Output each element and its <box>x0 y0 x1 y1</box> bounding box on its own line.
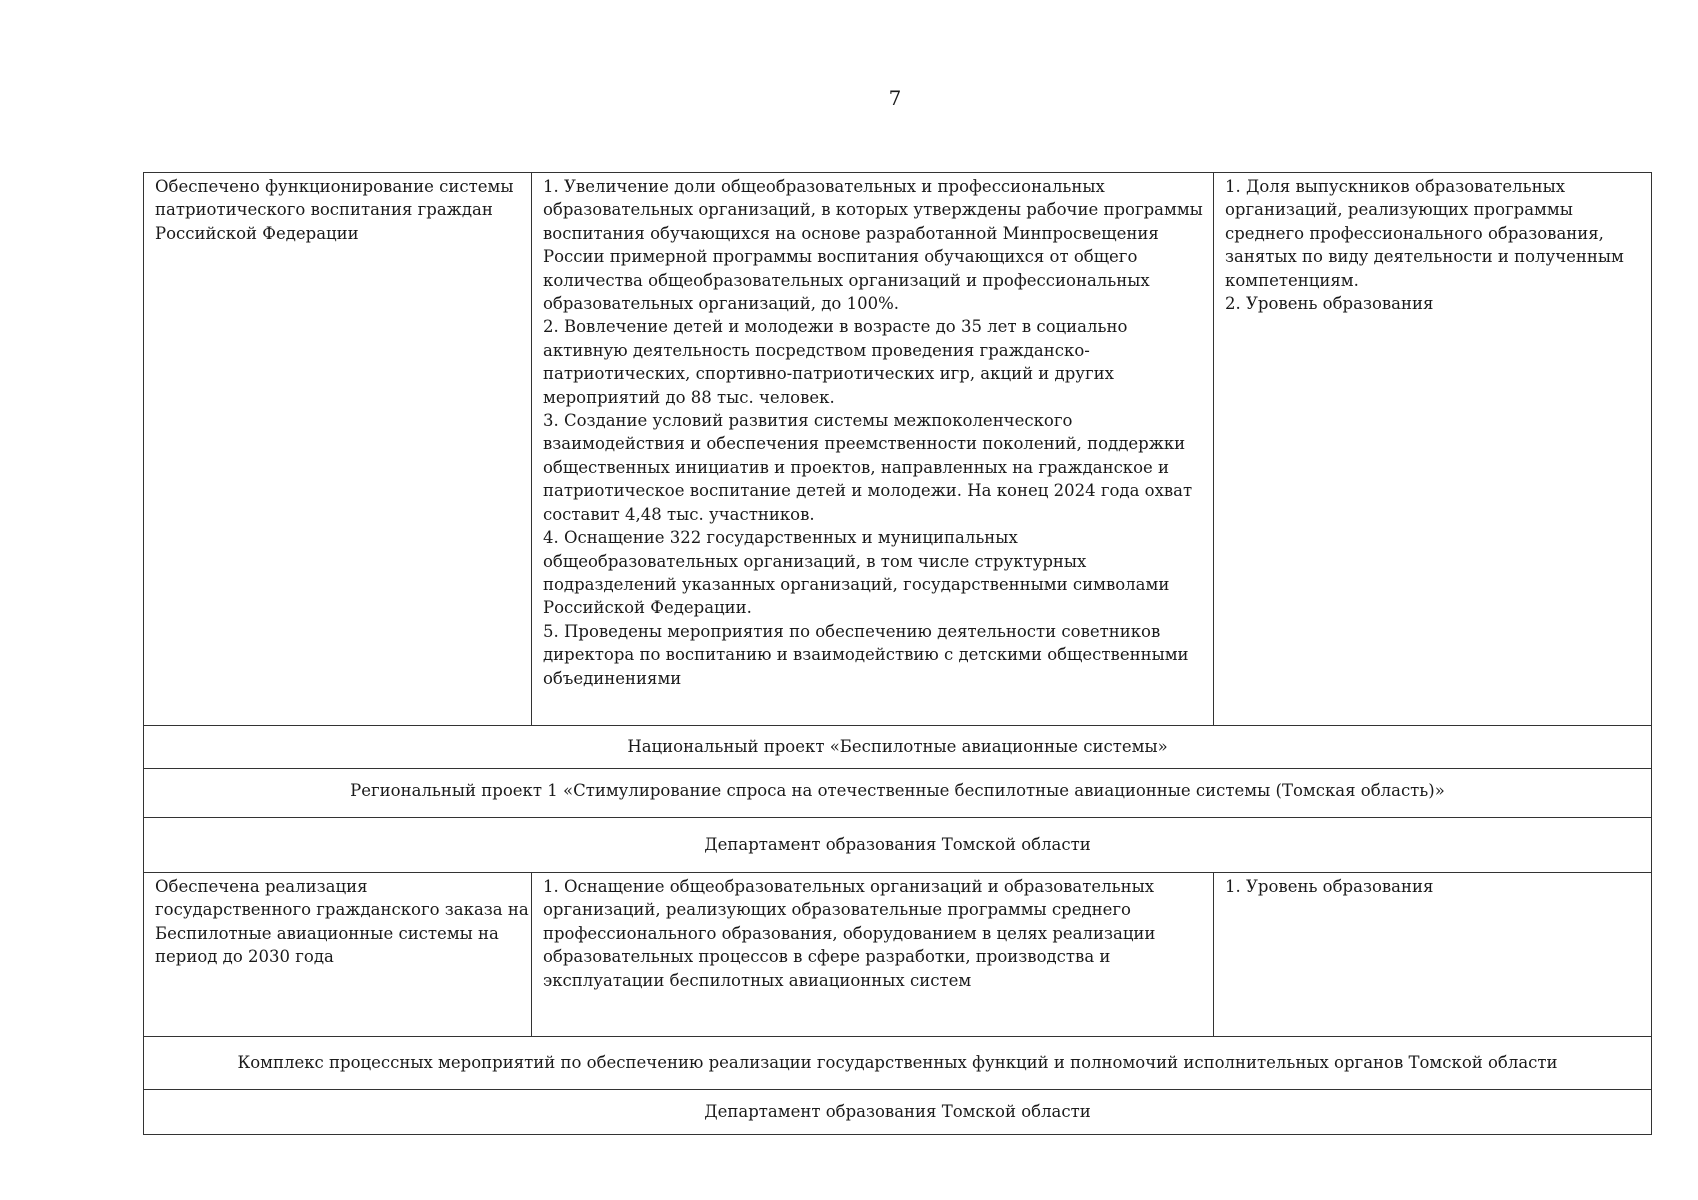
text-line: объединениями <box>543 668 682 688</box>
text-line: России примерной программы воспитания обучающихся от общего <box>543 247 1138 267</box>
text-line: профессионального образования, оборудованием в целях реализации <box>543 923 1156 943</box>
table-row <box>144 1037 1652 1090</box>
text-line: мероприятий до 88 тыс. человек. <box>543 387 835 407</box>
text-line: взаимодействия и обеспечения преемственности поколений, поддержки <box>543 434 1186 454</box>
department-heading: Департамент образования Томской области <box>144 1090 1652 1135</box>
text-line: патриотического воспитания граждан <box>155 200 493 220</box>
text-line: Российской Федерации <box>155 223 359 243</box>
text-line: Обеспечена реализация <box>155 877 368 896</box>
table-row <box>144 726 1652 769</box>
text-line: составит 4,48 тыс. участников. <box>543 504 815 524</box>
text-line: 1. Доля выпускников образовательных <box>1225 177 1566 196</box>
national-project-heading: Национальный проект «Беспилотные авиационные системы» <box>144 726 1652 769</box>
table-row <box>144 873 1652 1037</box>
table-row <box>144 769 1652 818</box>
text-line: компетенциям. <box>1225 270 1359 290</box>
process-complex-heading: Комплекс процессных мероприятий по обеспечению реализации государственных функций и полномочий исполнительных органов Томской области <box>144 1037 1652 1090</box>
text-line: 3. Создание условий развития системы межпоколенческого <box>543 411 1073 431</box>
task-cell <box>144 873 532 1037</box>
text-line: среднего профессионального образования, <box>1225 223 1604 243</box>
text-line: подразделений указанных организаций, государственными символами <box>543 574 1170 594</box>
department-heading: Департамент образования Томской области <box>144 818 1652 873</box>
text-line: эксплуатации беспилотных авиационных систем <box>543 970 972 990</box>
text-line: 1. Оснащение общеобразовательных организаций и образовательных <box>543 877 1155 896</box>
regional-project-title: Региональный проект 1 «Стимулирование спроса на отечественные беспилотные авиационные системы (Томская область)» <box>350 781 1445 800</box>
text-line: патриотических, спортивно-патриотических игр, акций и других <box>543 364 1114 384</box>
regional-project-heading <box>144 769 1652 818</box>
text-line: патриотическое воспитание детей и молодежи. На конец 2024 года охват <box>543 481 1193 501</box>
text-line: занятых по виду деятельности и полученным <box>1225 247 1624 267</box>
measures-cell <box>532 173 1214 726</box>
measures-cell <box>532 873 1214 1037</box>
page-number: 7 <box>888 86 902 110</box>
task-cell <box>144 173 532 726</box>
text-line: воспитания обучающихся на основе разработанной Минпросвещения <box>543 223 1159 243</box>
text-line: период до 2030 года <box>155 947 334 967</box>
text-line: количества общеобразовательных организаций и профессиональных <box>543 270 1150 290</box>
text-line: 5. Проведены мероприятия по обеспечению деятельности советников <box>543 621 1161 641</box>
table-row <box>144 1090 1652 1135</box>
text-line: организаций, реализующих программы <box>1225 200 1573 220</box>
text-line: Обеспечено функционирование системы <box>155 177 514 196</box>
text-line: активную деятельность посредством проведения гражданско- <box>543 340 1090 360</box>
text-line: образовательных организаций, до 100%. <box>543 294 900 314</box>
table-row <box>144 173 1652 726</box>
text-line: организаций, реализующих образовательные программы среднего <box>543 900 1131 920</box>
text-line: 4. Оснащение 322 государственных и муниципальных <box>543 528 1018 548</box>
text-line: Беспилотные авиационные системы на <box>155 923 499 943</box>
table-row <box>144 818 1652 873</box>
text-line: Российской Федерации. <box>543 598 752 618</box>
program-table <box>143 172 1652 1135</box>
text-line: государственного гражданского заказа на <box>155 900 529 920</box>
text-line: образовательных процессов в сфере разработки, производства и <box>543 947 1111 967</box>
text-line: директора по воспитанию и взаимодействию с детскими общественными <box>543 645 1189 665</box>
text-line: общественных инициатив и проектов, направленных на гражданское и <box>543 457 1170 477</box>
text-line: 2. Вовлечение детей и молодежи в возрасте до 35 лет в социально <box>543 317 1128 337</box>
text-line: образовательных организаций, в которых утверждены рабочие программы <box>543 200 1203 220</box>
text-line: 1. Уровень образования <box>1225 877 1434 896</box>
text-line: 1. Увеличение доли общеобразовательных и профессиональных <box>543 177 1105 196</box>
indicators-cell <box>1214 873 1652 1037</box>
indicators-cell <box>1214 173 1652 726</box>
text-line: общеобразовательных организаций, в том числе структурных <box>543 551 1087 571</box>
text-line: 2. Уровень образования <box>1225 294 1434 314</box>
